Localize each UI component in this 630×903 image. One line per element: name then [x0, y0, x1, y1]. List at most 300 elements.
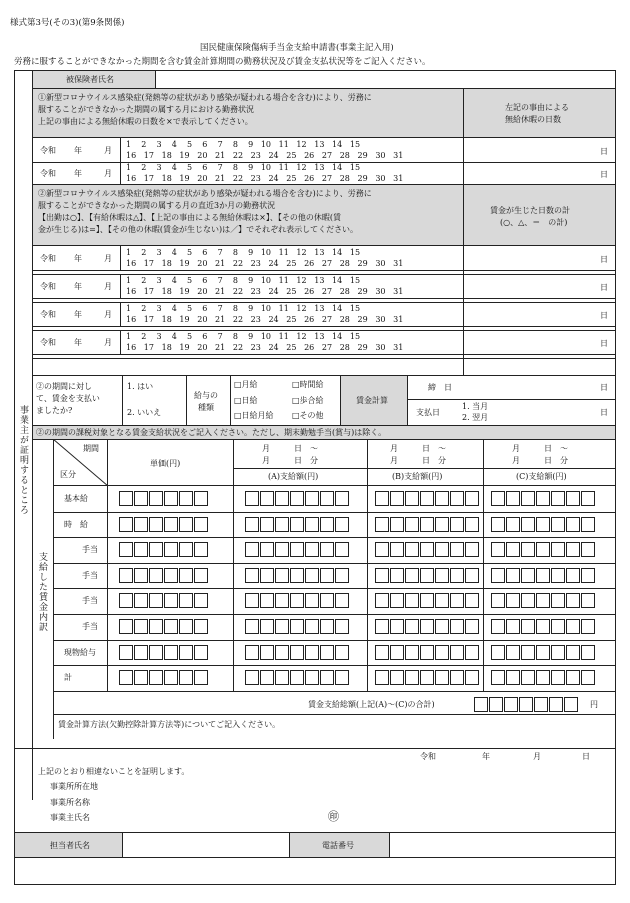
wage-digit-box-r3-c3-2[interactable]	[521, 568, 535, 583]
wage-digit-box-r6-c2-0[interactable]	[375, 645, 389, 660]
wage-digit-box-r7-c3-0[interactable]	[491, 670, 505, 685]
wage-digit-box-r2-c1-3[interactable]	[290, 542, 304, 557]
total-yen: 円	[590, 700, 598, 709]
sec2-cal-days-row2-2[interactable]: 16 17 18 19 20 21 22 23 24 25 26 27 28 29 30 31	[126, 315, 404, 324]
wage-digit-box-r2-c3-1[interactable]	[506, 542, 520, 557]
wage-digit-box-r7-c2-2[interactable]	[405, 670, 419, 685]
wage-digit-box-r4-c2-0[interactable]	[375, 593, 389, 608]
sec2-cal-month-2: 月	[104, 310, 112, 319]
wage-digit-box-r0-c2-2[interactable]	[405, 491, 419, 506]
wage-digit-box-r1-c1-2[interactable]	[275, 517, 289, 532]
sec2-cal-days-row1-0[interactable]: 1 2 3 4 5 6 7 8 9 10 11 12 13 14 15	[126, 248, 361, 257]
wage-digit-box-r0-c3-6[interactable]	[581, 491, 595, 506]
wage-digit-box-r6-c0-0[interactable]	[119, 645, 133, 660]
wage-item-label-1: 時 給	[64, 520, 88, 529]
side-label: 事業主が証明するところ	[18, 405, 28, 515]
insured-name-field[interactable]	[156, 71, 615, 88]
wage-digit-box-r6-c3-5[interactable]	[566, 645, 580, 660]
type-hourly[interactable]: □時間給	[292, 380, 324, 389]
section1-line3: 上記の事由による無給休暇の日数を×で表示してください。	[38, 117, 253, 126]
payment-yes[interactable]: 1. はい	[127, 382, 154, 391]
sec2-cal-reiwa-3: 令和	[40, 338, 56, 347]
wage-digit-box-r0-c2-6[interactable]	[465, 491, 479, 506]
form-number: 様式第3号(その3)(第9条関係)	[10, 18, 125, 28]
type-monthly[interactable]: □月給	[234, 380, 258, 389]
wage-digit-box-r5-c1-0[interactable]	[245, 619, 259, 634]
wage-digit-box-r0-c1-6[interactable]	[335, 491, 349, 506]
wage-digit-box-r7-c3-6[interactable]	[581, 670, 595, 685]
wage-digit-box-r7-c2-0[interactable]	[375, 670, 389, 685]
type-commission[interactable]: □歩合給	[292, 396, 324, 405]
wage-digit-box-r5-c3-5[interactable]	[566, 619, 580, 634]
wage-digit-box-r3-c1-4[interactable]	[305, 568, 319, 583]
wage-digit-box-r7-c1-0[interactable]	[245, 670, 259, 685]
wage-digit-box-r3-c1-1[interactable]	[260, 568, 274, 583]
section2-line1: ②新型コロナウイルス感染症(発熱等の症状があり感染が疑われる場合を含む)により、労務に	[38, 189, 372, 198]
sec1-cal-days-row2-1[interactable]: 16 17 18 19 20 21 22 23 24 25 26 27 28 29 30 31	[126, 174, 404, 183]
phone-field[interactable]	[390, 833, 615, 857]
wage-digit-box-r3-c0-0[interactable]	[119, 568, 133, 583]
wage-digit-box-r1-c1-0[interactable]	[245, 517, 259, 532]
total-digit-box-3[interactable]	[519, 697, 533, 712]
wage-digit-box-r1-c1-5[interactable]	[320, 517, 334, 532]
wage-digit-box-r1-c3-5[interactable]	[566, 517, 580, 532]
insured-name-label: 被保険者氏名	[66, 75, 114, 84]
wage-digit-box-r4-c3-5[interactable]	[566, 593, 580, 608]
wage-digit-box-r0-c3-3[interactable]	[536, 491, 550, 506]
wage-digit-box-r5-c2-2[interactable]	[405, 619, 419, 634]
wage-digit-box-r6-c1-5[interactable]	[320, 645, 334, 660]
wage-digit-box-r4-c3-1[interactable]	[506, 593, 520, 608]
wage-digit-box-r3-c0-5[interactable]	[194, 568, 208, 583]
wage-digit-box-r2-c0-5[interactable]	[194, 542, 208, 557]
section2-right2: (○、△、＝ の計)	[500, 218, 568, 227]
wage-digit-box-r0-c3-4[interactable]	[551, 491, 565, 506]
wage-digit-box-r1-c0-2[interactable]	[149, 517, 163, 532]
section1-line2: 服することができなかった期間の属する月における勤務状況	[38, 105, 254, 114]
wage-digit-box-r7-c2-1[interactable]	[390, 670, 404, 685]
wage-digit-box-r6-c3-4[interactable]	[551, 645, 565, 660]
wage-digit-box-r5-c0-1[interactable]	[134, 619, 148, 634]
wage-digit-box-r6-c0-2[interactable]	[149, 645, 163, 660]
wage-digit-box-r3-c3-0[interactable]	[491, 568, 505, 583]
payment-no[interactable]: 2. いいえ	[127, 408, 162, 417]
wage-digit-box-r4-c2-2[interactable]	[405, 593, 419, 608]
cert-date-year: 年	[482, 752, 490, 761]
wage-digit-box-r5-c3-1[interactable]	[506, 619, 520, 634]
wage-digit-box-r1-c3-6[interactable]	[581, 517, 595, 532]
wage-digit-box-r5-c1-6[interactable]	[335, 619, 349, 634]
phone-label: 電話番号	[322, 841, 354, 850]
wage-digit-box-r0-c1-0[interactable]	[245, 491, 259, 506]
wage-digit-box-r4-c1-3[interactable]	[290, 593, 304, 608]
wage-digit-box-r2-c2-6[interactable]	[465, 542, 479, 557]
wage-digit-box-r5-c1-4[interactable]	[305, 619, 319, 634]
total-digit-box-2[interactable]	[504, 697, 518, 712]
wage-digit-box-r6-c2-3[interactable]	[420, 645, 434, 660]
wage-digit-box-r7-c0-1[interactable]	[134, 670, 148, 685]
wage-digit-box-r2-c0-3[interactable]	[164, 542, 178, 557]
wage-digit-box-r1-c2-5[interactable]	[450, 517, 464, 532]
wage-digit-box-r3-c3-4[interactable]	[551, 568, 565, 583]
wage-digit-box-r4-c2-6[interactable]	[465, 593, 479, 608]
wage-digit-box-r5-c1-3[interactable]	[290, 619, 304, 634]
wage-digit-box-r0-c0-2[interactable]	[149, 491, 163, 506]
wage-digit-box-r5-c3-0[interactable]	[491, 619, 505, 634]
wage-digit-box-r0-c1-4[interactable]	[305, 491, 319, 506]
period-c-from: 月 日 ～	[512, 444, 568, 453]
wage-digit-box-r4-c1-4[interactable]	[305, 593, 319, 608]
wage-digit-box-r1-c1-3[interactable]	[290, 517, 304, 532]
sec2-cal-reiwa-1: 令和	[40, 282, 56, 291]
wage-digit-box-r2-c3-3[interactable]	[536, 542, 550, 557]
sec2-cal-year-0: 年	[74, 254, 82, 263]
wage-digit-box-r5-c3-3[interactable]	[536, 619, 550, 634]
payday-option-next[interactable]: 2. 翌月	[462, 413, 489, 422]
section1-right2: 無給休暇の日数	[505, 115, 561, 124]
wage-digit-box-r4-c1-6[interactable]	[335, 593, 349, 608]
wage-digit-box-r2-c3-2[interactable]	[521, 542, 535, 557]
sec2-cal-days-row1-1[interactable]: 1 2 3 4 5 6 7 8 9 10 11 12 13 14 15	[126, 276, 361, 285]
wage-digit-box-r0-c3-2[interactable]	[521, 491, 535, 506]
wage-digit-box-r5-c0-4[interactable]	[179, 619, 193, 634]
wage-digit-box-r0-c2-4[interactable]	[435, 491, 449, 506]
wage-digit-box-r4-c1-5[interactable]	[320, 593, 334, 608]
wage-digit-box-r1-c0-1[interactable]	[134, 517, 148, 532]
wage-digit-box-r7-c0-0[interactable]	[119, 670, 133, 685]
wage-digit-box-r6-c3-1[interactable]	[506, 645, 520, 660]
wage-digit-box-r4-c0-3[interactable]	[164, 593, 178, 608]
wage-digit-box-r6-c3-2[interactable]	[521, 645, 535, 660]
wage-digit-box-r3-c1-5[interactable]	[320, 568, 334, 583]
wage-digit-box-r0-c2-1[interactable]	[390, 491, 404, 506]
wage-digit-box-r2-c0-1[interactable]	[134, 542, 148, 557]
wage-digit-box-r3-c0-2[interactable]	[149, 568, 163, 583]
wage-digit-box-r6-c2-4[interactable]	[435, 645, 449, 660]
wage-digit-box-r1-c3-4[interactable]	[551, 517, 565, 532]
wage-digit-box-r5-c3-4[interactable]	[551, 619, 565, 634]
wage-digit-box-r4-c3-3[interactable]	[536, 593, 550, 608]
wage-digit-box-r3-c0-3[interactable]	[164, 568, 178, 583]
wage-digit-box-r4-c2-1[interactable]	[390, 593, 404, 608]
sec2-cal-days-row1-3[interactable]: 1 2 3 4 5 6 7 8 9 10 11 12 13 14 15	[126, 332, 361, 341]
wage-digit-box-r7-c2-3[interactable]	[420, 670, 434, 685]
wage-digit-box-r5-c0-3[interactable]	[164, 619, 178, 634]
wage-digit-box-r7-c1-4[interactable]	[305, 670, 319, 685]
wage-item-label-2: 手当	[82, 545, 98, 554]
wage-digit-box-r4-c2-5[interactable]	[450, 593, 464, 608]
wage-digit-box-r4-c3-0[interactable]	[491, 593, 505, 608]
type-daily[interactable]: □日給	[234, 396, 258, 405]
wage-item-label-6: 現物給与	[64, 648, 96, 657]
total-digit-box-1[interactable]	[489, 697, 503, 712]
wage-digit-box-r7-c0-2[interactable]	[149, 670, 163, 685]
wage-digit-box-r2-c1-5[interactable]	[320, 542, 334, 557]
wage-digit-box-r4-c3-6[interactable]	[581, 593, 595, 608]
wage-digit-box-r5-c0-5[interactable]	[194, 619, 208, 634]
wage-digit-box-r6-c1-4[interactable]	[305, 645, 319, 660]
wage-digit-box-r1-c1-1[interactable]	[260, 517, 274, 532]
sec2-cal-days-row2-1[interactable]: 16 17 18 19 20 21 22 23 24 25 26 27 28 29 30 31	[126, 287, 404, 296]
wage-digit-box-r1-c1-6[interactable]	[335, 517, 349, 532]
wage-digit-box-r2-c0-0[interactable]	[119, 542, 133, 557]
wage-digit-box-r0-c3-0[interactable]	[491, 491, 505, 506]
wage-digit-box-r1-c2-3[interactable]	[420, 517, 434, 532]
wage-digit-box-r7-c1-3[interactable]	[290, 670, 304, 685]
wage-digit-box-r6-c1-6[interactable]	[335, 645, 349, 660]
sec1-cal-reiwa-1: 令和	[40, 169, 56, 178]
wage-digit-box-r1-c0-0[interactable]	[119, 517, 133, 532]
period-c-to: 月 日 分	[512, 456, 568, 465]
period-b-to: 月 日 分	[390, 456, 446, 465]
sec1-cal-days-row2-0[interactable]: 16 17 18 19 20 21 22 23 24 25 26 27 28 29 30 31	[126, 151, 404, 160]
wage-digit-box-r0-c1-5[interactable]	[320, 491, 334, 506]
sec1-cal-day-count-field-1[interactable]	[464, 161, 615, 185]
wage-digit-box-r2-c3-5[interactable]	[566, 542, 580, 557]
payday-option-current[interactable]: 1. 当月	[462, 402, 489, 411]
wage-digit-box-r6-c3-0[interactable]	[491, 645, 505, 660]
total-digit-box-4[interactable]	[534, 697, 548, 712]
wage-digit-box-r3-c2-6[interactable]	[465, 568, 479, 583]
wage-calc-label: 賃金計算	[356, 396, 388, 405]
wage-digit-box-r3-c2-4[interactable]	[435, 568, 449, 583]
wage-digit-box-r4-c3-4[interactable]	[551, 593, 565, 608]
wage-digit-box-r7-c3-2[interactable]	[521, 670, 535, 685]
salary-type-label-1: 給与の	[194, 391, 218, 400]
col-b-label: (B)支給額(円)	[392, 472, 443, 481]
wage-digit-box-r3-c1-6[interactable]	[335, 568, 349, 583]
wage-digit-box-r1-c3-3[interactable]	[536, 517, 550, 532]
wage-digit-box-r1-c2-1[interactable]	[390, 517, 404, 532]
wage-digit-box-r4-c0-4[interactable]	[179, 593, 193, 608]
wage-digit-box-r4-c2-3[interactable]	[420, 593, 434, 608]
wage-item-label-5: 手当	[82, 622, 98, 631]
wage-digit-box-r4-c1-1[interactable]	[260, 593, 274, 608]
wage-digit-box-r6-c0-4[interactable]	[179, 645, 193, 660]
wage-digit-box-r7-c0-4[interactable]	[179, 670, 193, 685]
sec2-cal-day-count-field-1[interactable]	[464, 274, 615, 298]
wage-digit-box-r1-c0-4[interactable]	[179, 517, 193, 532]
wage-digit-box-r4-c0-1[interactable]	[134, 593, 148, 608]
wage-digit-box-r3-c1-0[interactable]	[245, 568, 259, 583]
total-digit-box-5[interactable]	[549, 697, 563, 712]
wage-digit-box-r5-c3-2[interactable]	[521, 619, 535, 634]
wage-digit-box-r7-c3-3[interactable]	[536, 670, 550, 685]
wage-digit-box-r2-c1-6[interactable]	[335, 542, 349, 557]
wage-digit-box-r2-c0-4[interactable]	[179, 542, 193, 557]
wage-digit-box-r1-c0-3[interactable]	[164, 517, 178, 532]
wage-digit-box-r3-c0-4[interactable]	[179, 568, 193, 583]
wage-digit-box-r0-c0-5[interactable]	[194, 491, 208, 506]
wage-digit-box-r4-c0-0[interactable]	[119, 593, 133, 608]
wage-digit-box-r2-c1-1[interactable]	[260, 542, 274, 557]
wage-digit-box-r4-c1-0[interactable]	[245, 593, 259, 608]
wage-digit-box-r5-c2-6[interactable]	[465, 619, 479, 634]
wage-item-label-4: 手当	[82, 596, 98, 605]
wage-digit-box-r2-c2-1[interactable]	[390, 542, 404, 557]
sec1-cal-day-count-field-0[interactable]	[464, 138, 615, 162]
wage-digit-box-r1-c3-2[interactable]	[521, 517, 535, 532]
wage-digit-box-r5-c2-3[interactable]	[420, 619, 434, 634]
total-digit-box-0[interactable]	[474, 697, 488, 712]
wage-digit-box-r3-c2-0[interactable]	[375, 568, 389, 583]
wage-digit-box-r3-c3-6[interactable]	[581, 568, 595, 583]
wage-digit-box-r6-c1-1[interactable]	[260, 645, 274, 660]
wage-digit-box-r7-c2-4[interactable]	[435, 670, 449, 685]
wage-digit-box-r6-c1-2[interactable]	[275, 645, 289, 660]
wage-digit-box-r7-c3-4[interactable]	[551, 670, 565, 685]
wage-digit-box-r2-c1-2[interactable]	[275, 542, 289, 557]
wage-digit-box-r5-c3-6[interactable]	[581, 619, 595, 634]
total-digit-box-6[interactable]	[564, 697, 578, 712]
wage-digit-box-r3-c2-5[interactable]	[450, 568, 464, 583]
wage-digit-box-r2-c1-0[interactable]	[245, 542, 259, 557]
wage-digit-box-r0-c0-3[interactable]	[164, 491, 178, 506]
type-daily-monthly[interactable]: □日給月給	[234, 411, 274, 420]
wage-digit-box-r6-c2-1[interactable]	[390, 645, 404, 660]
wage-digit-box-r5-c1-2[interactable]	[275, 619, 289, 634]
sec1-cal-days-row1-0[interactable]: 1 2 3 4 5 6 7 8 9 10 11 12 13 14 15	[126, 140, 361, 149]
wage-digit-box-r3-c2-1[interactable]	[390, 568, 404, 583]
wage-digit-box-r7-c1-2[interactable]	[275, 670, 289, 685]
wage-digit-box-r7-c1-6[interactable]	[335, 670, 349, 685]
wage-digit-box-r1-c2-2[interactable]	[405, 517, 419, 532]
wage-digit-box-r2-c3-0[interactable]	[491, 542, 505, 557]
wage-digit-box-r4-c1-2[interactable]	[275, 593, 289, 608]
wage-digit-box-r0-c1-1[interactable]	[260, 491, 274, 506]
wage-heading: ②の期間の課税対象となる賃金支給状況をご記入ください。ただし、期末勤勉手当(賞与)は除く。	[36, 428, 387, 437]
wage-digit-box-r2-c2-3[interactable]	[420, 542, 434, 557]
wage-digit-box-r3-c1-3[interactable]	[290, 568, 304, 583]
wage-digit-box-r5-c0-2[interactable]	[149, 619, 163, 634]
wage-digit-box-r1-c1-4[interactable]	[305, 517, 319, 532]
cert-date-reiwa: 令和	[420, 752, 436, 761]
person-field[interactable]	[123, 833, 289, 857]
wage-digit-box-r3-c3-5[interactable]	[566, 568, 580, 583]
wage-digit-box-r5-c1-5[interactable]	[320, 619, 334, 634]
period-a-to: 月 日 分	[262, 456, 318, 465]
type-other[interactable]: □その他	[292, 411, 324, 420]
wage-digit-box-r7-c1-5[interactable]	[320, 670, 334, 685]
wage-digit-box-r3-c2-3[interactable]	[420, 568, 434, 583]
wage-digit-box-r6-c1-3[interactable]	[290, 645, 304, 660]
wage-digit-box-r2-c2-4[interactable]	[435, 542, 449, 557]
wage-digit-box-r4-c0-5[interactable]	[194, 593, 208, 608]
wage-digit-box-r6-c0-5[interactable]	[194, 645, 208, 660]
calc-method-field[interactable]	[54, 732, 615, 748]
wage-digit-box-r2-c2-5[interactable]	[450, 542, 464, 557]
wage-digit-box-r7-c3-1[interactable]	[506, 670, 520, 685]
wage-digit-box-r0-c1-3[interactable]	[290, 491, 304, 506]
section1-right1: 左記の事由による	[505, 103, 569, 112]
wage-digit-box-r0-c2-3[interactable]	[420, 491, 434, 506]
sec2-cal-year-3: 年	[74, 338, 82, 347]
sec1-cal-year-0: 年	[74, 146, 82, 155]
wage-digit-box-r3-c2-2[interactable]	[405, 568, 419, 583]
sec2-cal-day-unit-1: 日	[600, 283, 608, 292]
sec2-cal-month-0: 月	[104, 254, 112, 263]
wage-digit-box-r6-c1-0[interactable]	[245, 645, 259, 660]
sec2-cal-day-unit-3: 日	[600, 339, 608, 348]
wage-digit-box-r5-c1-1[interactable]	[260, 619, 274, 634]
wage-digit-box-r3-c0-1[interactable]	[134, 568, 148, 583]
wage-digit-box-r5-c0-0[interactable]	[119, 619, 133, 634]
wage-digit-box-r4-c3-2[interactable]	[521, 593, 535, 608]
sec2-cal-day-unit-2: 日	[600, 311, 608, 320]
wage-digit-box-r7-c0-3[interactable]	[164, 670, 178, 685]
wage-digit-box-r3-c1-2[interactable]	[275, 568, 289, 583]
wage-digit-box-r6-c2-6[interactable]	[465, 645, 479, 660]
category-label: 区分	[60, 470, 76, 479]
sec1-cal-reiwa-0: 令和	[40, 146, 56, 155]
wage-digit-box-r3-c3-1[interactable]	[506, 568, 520, 583]
wage-digit-box-r0-c3-1[interactable]	[506, 491, 520, 506]
wage-digit-box-r2-c2-2[interactable]	[405, 542, 419, 557]
sec1-cal-days-row1-1[interactable]: 1 2 3 4 5 6 7 8 9 10 11 12 13 14 15	[126, 163, 361, 172]
wage-digit-box-r1-c3-0[interactable]	[491, 517, 505, 532]
wage-digit-box-r0-c1-2[interactable]	[275, 491, 289, 506]
sec2-cal-day-count-field-2[interactable]	[464, 302, 615, 326]
wage-digit-box-r7-c0-5[interactable]	[194, 670, 208, 685]
section2-right1: 賃金が生じた日数の計	[490, 206, 570, 215]
wage-digit-box-r2-c0-2[interactable]	[149, 542, 163, 557]
wage-digit-box-r6-c2-5[interactable]	[450, 645, 464, 660]
wage-digit-box-r0-c0-0[interactable]	[119, 491, 133, 506]
wage-digit-box-r1-c0-5[interactable]	[194, 517, 208, 532]
sec2-cal-day-count-field-0[interactable]	[464, 246, 615, 270]
wage-digit-box-r6-c3-3[interactable]	[536, 645, 550, 660]
period-label: 期間	[83, 444, 99, 453]
wage-digit-box-r2-c2-0[interactable]	[375, 542, 389, 557]
sec2-cal-reiwa-0: 令和	[40, 254, 56, 263]
wage-digit-box-r7-c2-5[interactable]	[450, 670, 464, 685]
wage-digit-box-r6-c0-3[interactable]	[164, 645, 178, 660]
sec2-cal-day-count-field-3[interactable]	[464, 330, 615, 354]
wage-digit-box-r3-c3-3[interactable]	[536, 568, 550, 583]
wage-digit-box-r1-c2-0[interactable]	[375, 517, 389, 532]
wage-digit-box-r7-c1-1[interactable]	[260, 670, 274, 685]
wage-digit-box-r6-c2-2[interactable]	[405, 645, 419, 660]
wage-digit-box-r6-c3-6[interactable]	[581, 645, 595, 660]
wage-digit-box-r1-c2-4[interactable]	[435, 517, 449, 532]
wage-digit-box-r2-c3-6[interactable]	[581, 542, 595, 557]
wage-digit-box-r4-c0-2[interactable]	[149, 593, 163, 608]
wage-digit-box-r0-c0-1[interactable]	[134, 491, 148, 506]
wage-digit-box-r2-c1-4[interactable]	[305, 542, 319, 557]
wage-digit-box-r1-c2-6[interactable]	[465, 517, 479, 532]
wage-digit-box-r0-c0-4[interactable]	[179, 491, 193, 506]
wage-digit-box-r7-c2-6[interactable]	[465, 670, 479, 685]
sec2-cal-days-row1-2[interactable]: 1 2 3 4 5 6 7 8 9 10 11 12 13 14 15	[126, 304, 361, 313]
wage-digit-box-r7-c3-5[interactable]	[566, 670, 580, 685]
wage-digit-box-r5-c2-4[interactable]	[435, 619, 449, 634]
wage-item-label-0: 基本給	[64, 494, 88, 503]
wage-digit-box-r6-c0-1[interactable]	[134, 645, 148, 660]
wage-digit-box-r0-c2-5[interactable]	[450, 491, 464, 506]
sec2-cal-days-row2-3[interactable]: 16 17 18 19 20 21 22 23 24 25 26 27 28 29 30 31	[126, 343, 404, 352]
sec2-cal-days-row2-0[interactable]: 16 17 18 19 20 21 22 23 24 25 26 27 28 29 30 31	[126, 259, 404, 268]
sec1-cal-day-unit-0: 日	[600, 147, 608, 156]
wage-digit-box-r5-c2-0[interactable]	[375, 619, 389, 634]
wage-digit-box-r5-c2-1[interactable]	[390, 619, 404, 634]
wage-digit-box-r2-c3-4[interactable]	[551, 542, 565, 557]
wage-digit-box-r5-c2-5[interactable]	[450, 619, 464, 634]
wage-digit-box-r1-c3-1[interactable]	[506, 517, 520, 532]
wage-digit-box-r4-c2-4[interactable]	[435, 593, 449, 608]
closing-day-unit: 日	[600, 383, 608, 392]
wage-digit-box-r0-c3-5[interactable]	[566, 491, 580, 506]
wage-digit-box-r0-c2-0[interactable]	[375, 491, 389, 506]
